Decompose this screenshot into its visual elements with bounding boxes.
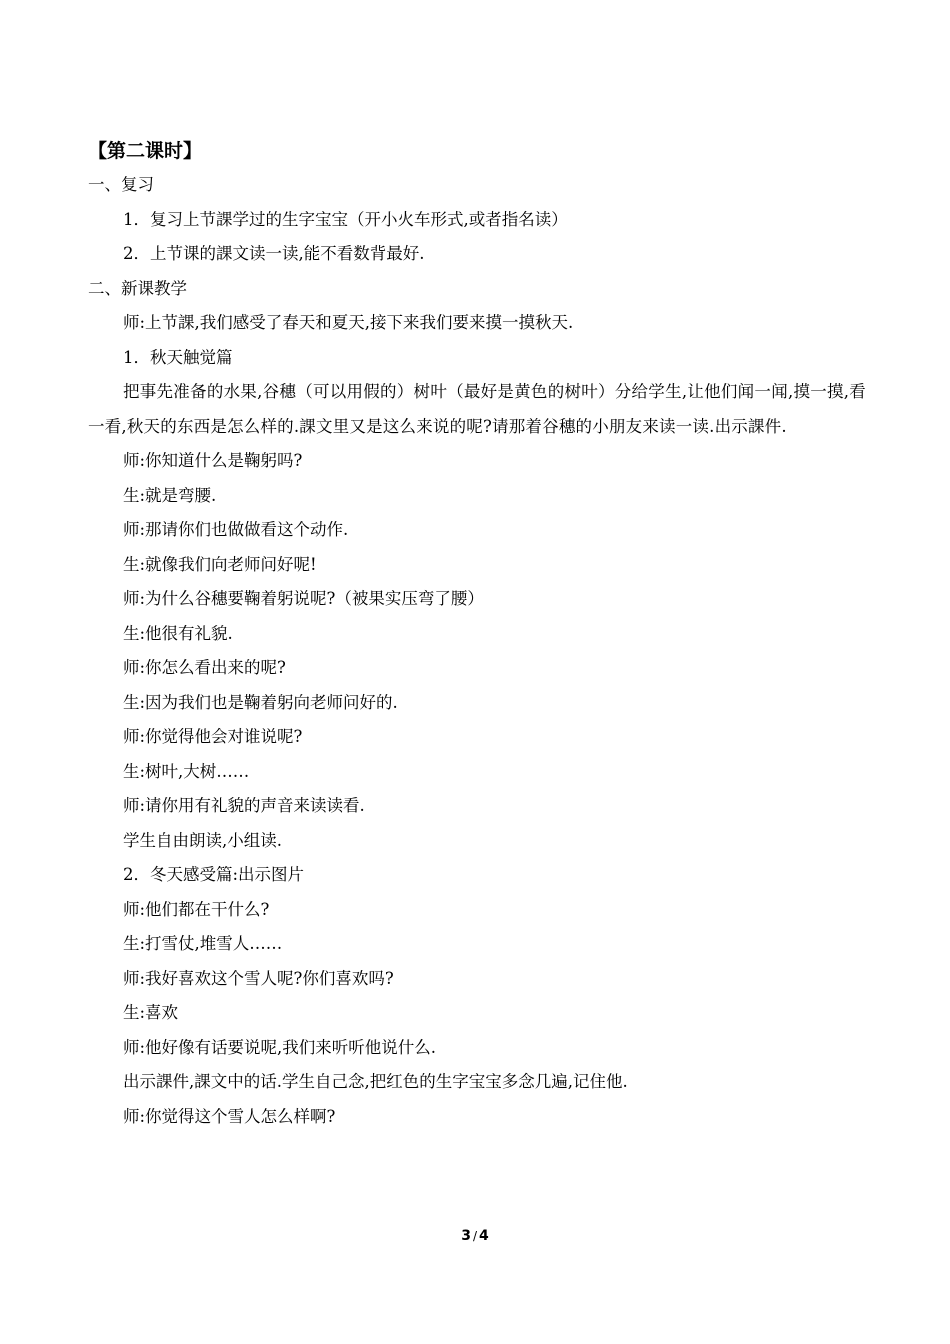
- page-number: [0, 1226, 950, 1246]
- current-page-number: 3: [461, 1228, 471, 1244]
- dialog-line: 生:他很有礼貌.: [123, 623, 233, 643]
- lesson-content: [88, 134, 866, 1134]
- dialog-line: 师:你觉得他会对谁说呢?: [123, 727, 303, 746]
- section-winter-heading: 2．冬天感受篇:出示图片: [123, 865, 305, 884]
- dialog-line: 师:你怎么看出来的呢?: [123, 658, 286, 677]
- dialog-line: 生:就像我们向老师问好呢!: [123, 554, 317, 574]
- dialog-line: 生:因为我们也是鞠着躬向老师问好的.: [123, 692, 398, 712]
- review-heading: 一、复习: [88, 175, 154, 194]
- dialog-line: 学生自由朗读,小组读.: [123, 830, 282, 850]
- dialog-line: 师:他们都在干什么?: [123, 899, 270, 919]
- autumn-paragraph: 把事先准备的水果,谷穗（可以用假的）树叶（最好是黄色的树叶）分给学生,让他们闻一闻,摸一摸,看一看,秋天的东西是怎么样的.課文里又是这么来说的呢?请那着谷穗的小朋友来读一读.出示課件.: [88, 382, 866, 436]
- dialog-line: 师:他好像有话要说呢,我们来听听他说什么.: [123, 1037, 437, 1057]
- dialog-line: 师:我好喜欢这个雪人呢?你们喜欢吗?: [123, 968, 394, 988]
- dialog-line: 师:那请你们也做做看这个动作.: [123, 520, 349, 539]
- dialog-line: 生:打雪仗,堆雪人……: [123, 934, 283, 953]
- review-item-1: 1．复习上节課学过的生字宝宝（开小火车形式,或者指名读）: [123, 209, 568, 229]
- dialog-line: 生:就是弯腰.: [123, 485, 217, 505]
- dialog-line: 师:你知道什么是鞠躬吗?: [123, 451, 303, 470]
- dialog-line: 生:树叶,大树……: [123, 761, 250, 781]
- dialog-line: 师:你觉得这个雪人怎么样啊?: [123, 1106, 336, 1126]
- review-item-2: 2．上节课的課文读一读,能不看数背最好.: [123, 244, 425, 263]
- dialog-line: 师:请你用有礼貌的声音来读读看.: [123, 796, 365, 815]
- dialog-line: 生:喜欢: [123, 1003, 179, 1022]
- intro-line: 师:上节課,我们感受了春天和夏天,接下来我们要来摸一摸秋天.: [123, 313, 574, 332]
- section-autumn-heading: 1．秋天触觉篇: [123, 347, 233, 367]
- dialog-line: 师:为什么谷穗要鞠着躬说呢?（被果实压弯了腰）: [123, 589, 484, 608]
- page-separator: /: [472, 1229, 478, 1243]
- total-pages-number: 4: [479, 1228, 489, 1244]
- new-lesson-heading: 二、新课教学: [88, 278, 187, 298]
- lesson-title: 【第二课时】: [88, 140, 203, 162]
- dialog-line: 出示課件,課文中的话.学生自己念,把红色的生字宝宝多念几遍,记住他.: [123, 1072, 628, 1091]
